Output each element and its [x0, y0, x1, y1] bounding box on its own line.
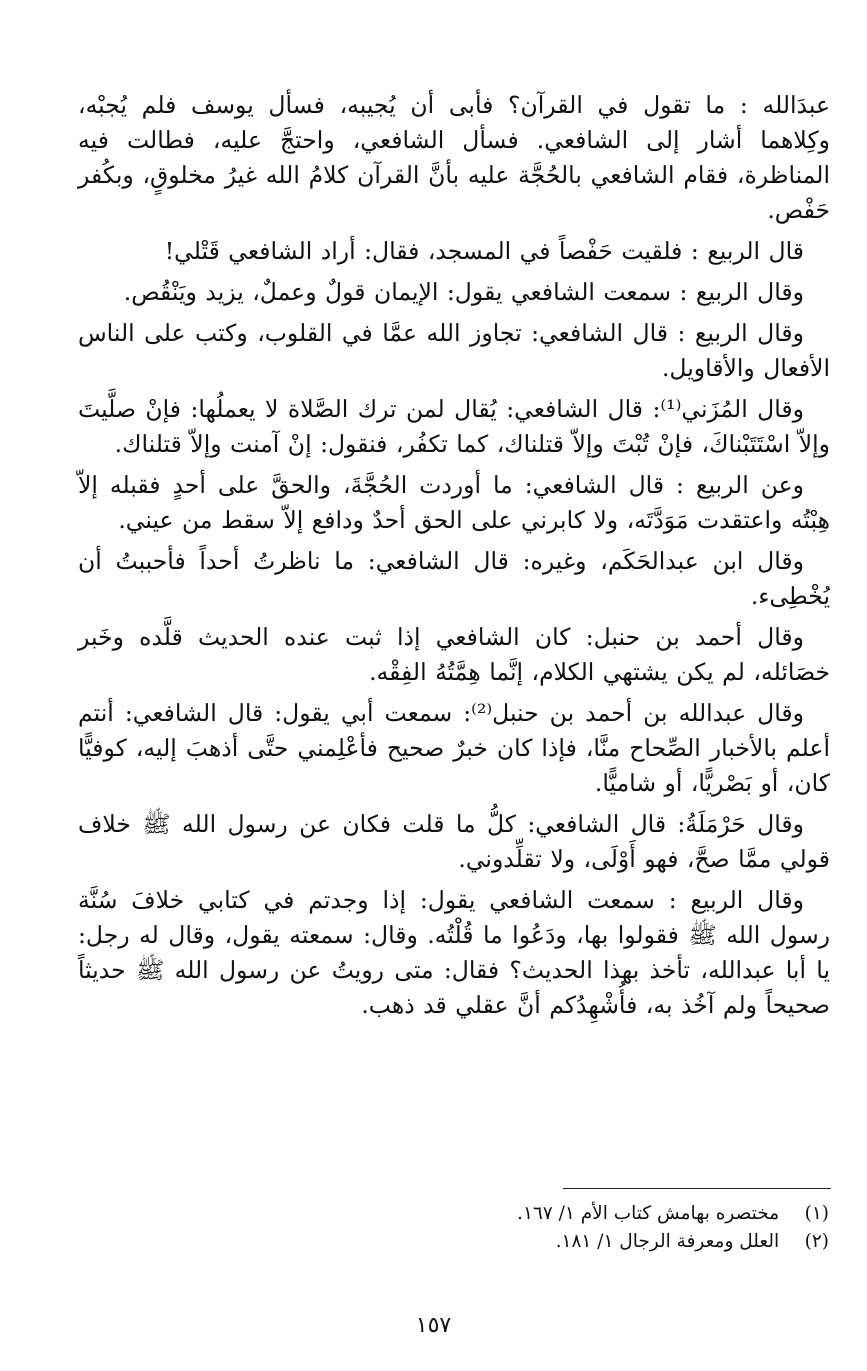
- paragraph: وقال ابن عبدالحَكَم، وغيره: قال الشافعي: ما ناظرتُ أحداً فأحببتُ أن يُخْطِىء.: [78, 547, 830, 610]
- main-text: [78, 88, 830, 1029]
- paragraph: وقال الربيع : قال الشافعي: تجاوز الله عمَّا في القلوب، وكتب على الناس الأفعال والأقاويل.: [78, 319, 830, 382]
- footnote-number: (١): [804, 1203, 829, 1224]
- paragraph: وقال الربيع : سمعت الشافعي يقول: إذا وجدتم في كتابي خلافَ سُنَّة رسول الله ﷺ فقولوا بها، ودَعُوا ما قُلْتُه. وقال: سمعته يقول، وقال له رجل: يا أبا عبدالله، تأخذ بهذا الحديث؟ فقال: متى رويتُ عن رسول الله ﷺ حديثاً صحيحاً ولم آخُذ به، فأُشْهِدُكم أنَّ عقلي قد ذهب.: [78, 886, 830, 1019]
- page-number: ١٥٧: [415, 1313, 452, 1338]
- paragraph: قال الربيع : فلقيت حَفْصاً في المسجد، فقال: أراد الشافعي قَتْلي!: [164, 237, 804, 265]
- footnote-text: مختصره بهامش كتاب الأم ١/ ١٦٧.: [517, 1203, 780, 1224]
- footnote-number: (٢): [804, 1231, 829, 1252]
- paragraph: وقال عبدالله بن أحمد بن حنبل⁽²⁾: سمعت أبي يقول: قال الشافعي: أنتم أعلم بالأخبار الصِّحاح منَّا، فإذا كان خبرٌ صحيح فأعْلِمني حتَّى أذهبَ إليه، كوفيًّا كان، أو بَصْريًّا، أو شاميًّا.: [78, 699, 830, 797]
- paragraph: وعن الربيع : قال الشافعي: ما أوردت الحُجَّةَ، والحقَّ على أحدٍ فقبله إلاّ هِبْتُه واعتقدت مَوَدَّتَه، ولا كابرني على الحق أحدٌ ودافع إلاّ سقط من عيني.: [78, 471, 830, 534]
- footnote-text: العلل ومعرفة الرجال ١/ ١٨١.: [555, 1231, 780, 1252]
- paragraph: وقال أحمد بن حنبل: كان الشافعي إذا ثبت عنده الحديث قلَّده وخَبر خصَائله، لم يكن يشتهي الكلام، إنَّما هِمَّتُهُ الفِقْه.: [78, 623, 830, 686]
- footnotes: [129, 1200, 829, 1256]
- paragraph: وقال الربيع : سمعت الشافعي يقول: الإيمان قولٌ وعملٌ، يزيد ويَنْقُص.: [123, 278, 804, 306]
- footnote-divider: [563, 1188, 831, 1189]
- footnote: [129, 1200, 829, 1228]
- paragraph: وقال المُزَني⁽¹⁾: قال الشافعي: يُقال لمن ترك الصَّلاة لا يعملُها: فإنْ صلَّيتَ وإلاّ اسْتَتَبْناكَ، فإنْ تُبْتَ وإلاّ قتلناك، كما تكفُر، فنقول: إنْ آمنت وإلاّ قتلناك.: [78, 395, 830, 458]
- paragraph: وقال حَرْمَلَةُ: قال الشافعي: كلُّ ما قلت فكان عن رسول الله ﷺ خلاف قولي ممَّا صحَّ، فهو أَوْلَى، ولا تقلِّدوني.: [78, 810, 830, 873]
- footnote: [129, 1228, 829, 1256]
- paragraph: عبدَالله : ما تقول في القرآن؟ فأبى أن يُجيبه، فسأل يوسف فلم يُجبْه، وكِلاهما أشار إلى الشافعي. فسأل الشافعي، واحتجَّ عليه، فطالت فيه المناظرة، فقام الشافعي بالحُجَّة عليه بأنَّ القرآن كلامُ الله غيرُ مخلوقٍ، وبكُفر حَفْص.: [78, 91, 830, 224]
